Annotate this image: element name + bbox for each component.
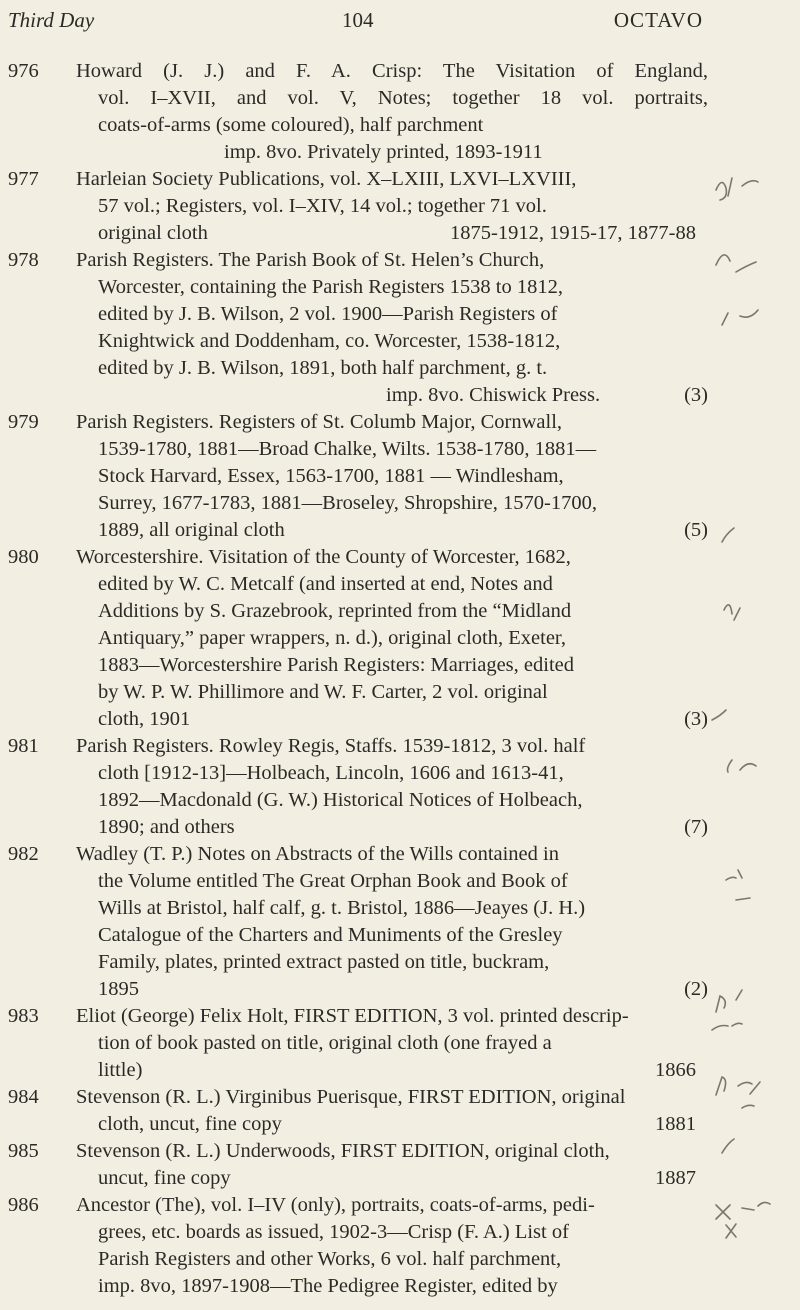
- lot-quantity: (7): [684, 816, 708, 838]
- lot-line: grees, etc. boards as issued, 1902-3—Crisp (F. A.) List of: [98, 1221, 569, 1243]
- lot-number: 986: [8, 1194, 39, 1216]
- lot-description: [76, 544, 708, 733]
- lot-line: [76, 220, 708, 247]
- lot-line: Stevenson (R. L.) Virginibus Puerisque, FIRST EDITION, original: [76, 1086, 626, 1108]
- lot-description: [76, 409, 708, 544]
- lot-line: 1883—Worcestershire Parish Registers: Marriages, edited: [98, 654, 574, 676]
- lot-line-end: 1895: [98, 978, 139, 1000]
- lot-line: Stevenson (R. L.) Underwoods, FIRST EDITION, original cloth,: [76, 1140, 610, 1162]
- lot-line: [76, 382, 708, 409]
- lot-years: 1866: [655, 1059, 696, 1081]
- lot-line: by W. P. W. Phillimore and W. F. Carter, 2 vol. original: [98, 681, 548, 703]
- format-heading: OCTAVO: [613, 8, 703, 32]
- lot-line: [76, 517, 708, 544]
- lot-line: Catalogue of the Charters and Muniments of the Gresley: [98, 924, 563, 946]
- lot-line: the Volume entitled The Great Orphan Book and Book of: [98, 870, 568, 892]
- lot-line: [76, 1057, 708, 1084]
- lot-line: Worcester, containing the Parish Registers 1538 to 1812,: [98, 276, 563, 298]
- lot-line: Howard (J. J.) and F. A. Crisp: The Visitation of England,: [76, 60, 708, 82]
- lot-number: 981: [8, 735, 39, 757]
- lot-line-end: cloth, uncut, fine copy: [98, 1113, 282, 1135]
- lot-years: 1875-1912, 1915-17, 1877-88: [450, 222, 696, 244]
- lot-description: [76, 58, 708, 166]
- lot-number: 976: [8, 60, 39, 82]
- lot-line: Knightwick and Doddenham, co. Worcester, 1538-1812,: [98, 330, 561, 352]
- lot-line: Family, plates, printed extract pasted on title, buckram,: [98, 951, 550, 973]
- lot-line: [76, 814, 708, 841]
- lot-line: Harleian Society Publications, vol. X–LXIII, LXVI–LXVIII,: [76, 168, 577, 190]
- imprint: imp. 8vo. Chiswick Press.: [386, 384, 601, 406]
- lot-quantity: (5): [684, 519, 708, 541]
- lot-line: imp. 8vo, 1897-1908—The Pedigree Register, edited by: [98, 1275, 558, 1297]
- binding-note: cloth, 1901: [98, 708, 191, 730]
- page-number: 104: [342, 8, 374, 32]
- lot-description: [76, 1138, 708, 1192]
- lot-line-end: uncut, fine copy: [98, 1167, 231, 1189]
- lot-line: 1892—Macdonald (G. W.) Historical Notices of Holbeach,: [98, 789, 583, 811]
- lot-line: Parish Registers and other Works, 6 vol. half parchment,: [98, 1248, 562, 1270]
- lot-line: Parish Registers. The Parish Book of St. Helen’s Church,: [76, 249, 545, 271]
- lot-line: Antiquary,” paper wrappers, n. d.), original cloth, Exeter,: [98, 627, 567, 649]
- lot-line: vol. I–XVII, and vol. V, Notes; together 18 vol. portraits,: [98, 87, 708, 109]
- lot-number: 977: [8, 168, 39, 190]
- lot-description: [76, 1084, 708, 1138]
- lot-line: Parish Registers. Registers of St. Columb Major, Cornwall,: [76, 411, 563, 433]
- lot-line: Additions by S. Grazebrook, reprinted from the “Midland: [98, 600, 572, 622]
- lot-years: 1881: [655, 1113, 696, 1135]
- lot-line: edited by J. B. Wilson, 2 vol. 1900—Parish Registers of: [98, 303, 558, 325]
- lot-line: edited by J. B. Wilson, 1891, both half parchment, g. t.: [98, 357, 548, 379]
- lot-line: [76, 976, 708, 1003]
- lot-line: 57 vol.; Registers, vol. I–XIV, 14 vol.; together 71 vol.: [98, 195, 547, 217]
- lot-number: 985: [8, 1140, 39, 1162]
- lot-years: 1887: [655, 1167, 696, 1189]
- lot-line: Ancestor (The), vol. I–IV (only), portraits, coats-of-arms, pedi-: [76, 1194, 595, 1216]
- lot-line: Wadley (T. P.) Notes on Abstracts of the Wills contained in: [76, 843, 559, 865]
- lot-line: Worcestershire. Visitation of the County of Worcester, 1682,: [76, 546, 571, 568]
- day-heading: Third Day: [8, 8, 95, 32]
- lot-line: Stock Harvard, Essex, 1563-1700, 1881 — Windlesham,: [98, 465, 564, 487]
- binding-note: original cloth: [98, 222, 208, 244]
- lot-description: [76, 841, 708, 1003]
- lot-line: Surrey, 1677-1783, 1881—Broseley, Shropshire, 1570-1700,: [98, 492, 597, 514]
- lot-description: [76, 733, 708, 841]
- lot-line: coats-of-arms (some coloured), half parchment: [98, 114, 484, 136]
- lot-number: 983: [8, 1005, 39, 1027]
- lot-line: cloth [1912-13]—Holbeach, Lincoln, 1606 and 1613-41,: [98, 762, 564, 784]
- page-header: [8, 8, 703, 38]
- lot-description: [76, 166, 708, 247]
- lot-description: [76, 247, 708, 409]
- lot-line: Eliot (George) Felix Holt, FIRST EDITION, 3 vol. printed descrip-: [76, 1005, 629, 1027]
- binding-note: 1889, all original cloth: [98, 519, 285, 541]
- lot-number: 980: [8, 546, 39, 568]
- lot-quantity: (3): [684, 708, 708, 730]
- lot-line-end: 1890; and others: [98, 816, 235, 838]
- lot-number: 979: [8, 411, 39, 433]
- lot-line: tion of book pasted on title, original cloth (one frayed a: [98, 1032, 552, 1054]
- lot-description: [76, 1192, 708, 1300]
- lot-number: 982: [8, 843, 39, 865]
- lot-line: [76, 1111, 708, 1138]
- lot-line: imp. 8vo. Privately printed, 1893-1911: [224, 141, 543, 163]
- lot-line: Wills at Bristol, half calf, g. t. Bristol, 1886—Jeayes (J. H.): [98, 897, 586, 919]
- lot-line: 1539-1780, 1881—Broad Chalke, Wilts. 1538-1780, 1881—: [98, 438, 597, 460]
- lot-quantity: (2): [684, 978, 708, 1000]
- lot-line: edited by W. C. Metcalf (and inserted at end, Notes and: [98, 573, 553, 595]
- lot-number: 984: [8, 1086, 39, 1108]
- lot-line-end: little): [98, 1059, 143, 1081]
- lot-quantity: (3): [684, 384, 708, 406]
- lot-line: [76, 706, 708, 733]
- lot-line: [76, 1165, 708, 1192]
- lot-description: [76, 1003, 708, 1084]
- lot-number: 978: [8, 249, 39, 271]
- lot-line: Parish Registers. Rowley Regis, Staffs. 1539-1812, 3 vol. half: [76, 735, 586, 757]
